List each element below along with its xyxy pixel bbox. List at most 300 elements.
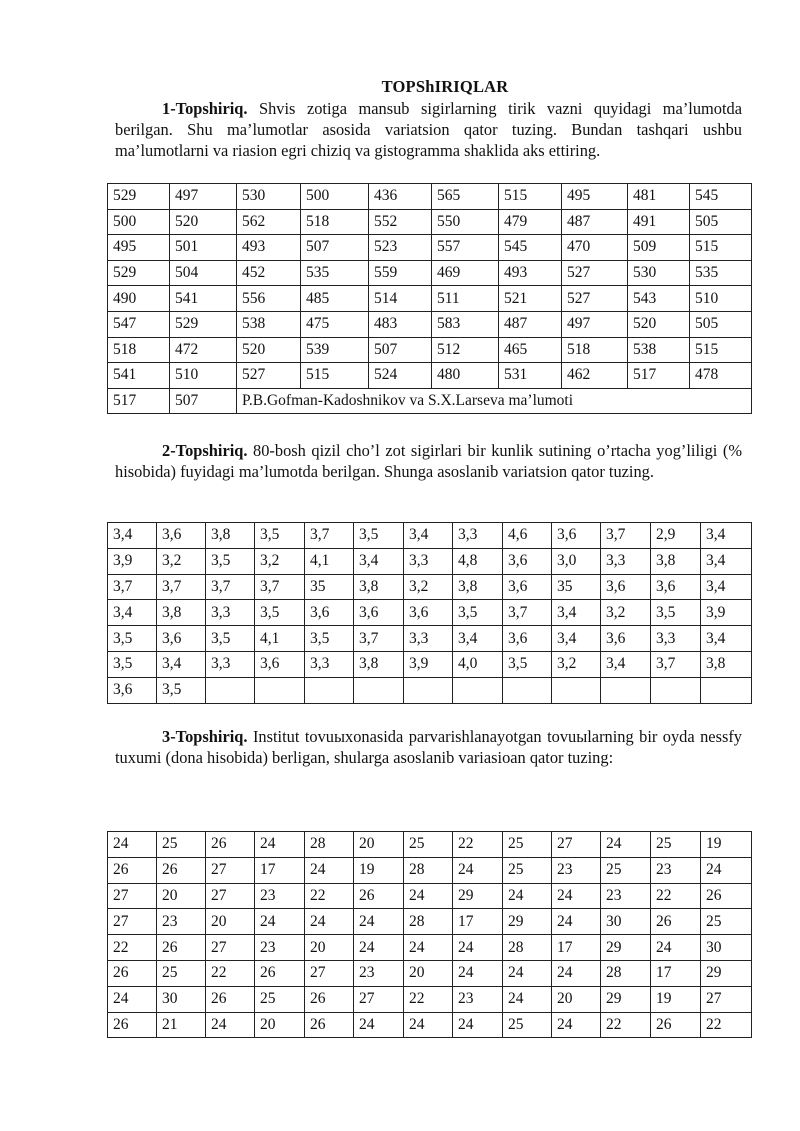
table-cell: 541: [108, 363, 170, 389]
table-cell: 3,7: [354, 626, 404, 652]
table-cell: 487: [562, 209, 628, 235]
table-cell: 529: [170, 311, 237, 337]
table-cell: 3,8: [651, 548, 701, 574]
table-row: [108, 363, 752, 389]
table-cell: 530: [628, 260, 690, 286]
table-cell: 25: [404, 832, 453, 858]
table-cell: 27: [552, 832, 601, 858]
table-cell: 559: [369, 260, 432, 286]
table-cell: 545: [499, 235, 562, 261]
table-row: [108, 548, 752, 574]
table-cell: 3,7: [601, 523, 651, 549]
table-cell: 20: [206, 909, 255, 935]
table-cell: 24: [453, 1012, 503, 1038]
table-cell: 3,7: [108, 574, 157, 600]
table-cell: 3,5: [354, 523, 404, 549]
table-cell: 523: [369, 235, 432, 261]
table-cell: 507: [369, 337, 432, 363]
table-cell: 23: [157, 909, 206, 935]
table-row: [108, 909, 752, 935]
table-cell: 527: [562, 260, 628, 286]
table-cell: 3,6: [108, 677, 157, 703]
table-cell: 24: [503, 883, 552, 909]
table-cell: 21: [157, 1012, 206, 1038]
table-cell: 23: [651, 857, 701, 883]
table-cell: 17: [552, 935, 601, 961]
table-cell: 547: [108, 311, 170, 337]
table-cell: 3,5: [453, 600, 503, 626]
table-cell: 3,2: [157, 548, 206, 574]
table-cell: 26: [157, 857, 206, 883]
table-cell: 29: [601, 986, 651, 1012]
table-cell: 3,4: [701, 548, 752, 574]
table-cell: 20: [404, 960, 453, 986]
table-cell: 24: [354, 1012, 404, 1038]
table-cell: 24: [354, 935, 404, 961]
table-cell: 530: [237, 184, 301, 210]
table-cell: 507: [301, 235, 369, 261]
table-cell: 24: [552, 960, 601, 986]
table-cell: 26: [651, 909, 701, 935]
table-cell: 470: [562, 235, 628, 261]
table-cell: 495: [108, 235, 170, 261]
table-cell: 3,7: [255, 574, 305, 600]
table-cell: 22: [108, 935, 157, 961]
table-cell: 515: [301, 363, 369, 389]
table-cell: 26: [701, 883, 752, 909]
task3-text: Institut tovuыxonasida parvarishlanayotgan tovuыlarning bir oyda nessfy tuxumi (dona hisobida) berligan, shularga asoslanib variasioan qator tuzing:: [115, 727, 742, 767]
table-cell: 27: [206, 857, 255, 883]
table-cell: [701, 677, 752, 703]
table-cell: 3,2: [601, 600, 651, 626]
table-cell: 27: [305, 960, 354, 986]
table-cell: 23: [255, 883, 305, 909]
table-cell: 28: [404, 909, 453, 935]
table-cell: 3,7: [651, 651, 701, 677]
table-cell: 35: [305, 574, 354, 600]
table-row: [108, 311, 752, 337]
table-cell: 24: [651, 935, 701, 961]
table-cell: 23: [552, 857, 601, 883]
table-cell: 30: [601, 909, 651, 935]
table-cell: 493: [499, 260, 562, 286]
task3-table: [107, 831, 752, 1038]
table-cell: 24: [255, 832, 305, 858]
table-cell: 3,4: [601, 651, 651, 677]
table-cell: 545: [690, 184, 752, 210]
table-cell: 17: [651, 960, 701, 986]
table-cell: 452: [237, 260, 301, 286]
table-cell: 487: [499, 311, 562, 337]
table-cell: 26: [255, 960, 305, 986]
table-cell: 24: [503, 986, 552, 1012]
table-cell: 3,7: [157, 574, 206, 600]
table-cell: 3,6: [601, 574, 651, 600]
table-cell: 3,4: [701, 523, 752, 549]
task2-table: [107, 522, 752, 704]
table-cell: 20: [552, 986, 601, 1012]
table-cell: 529: [108, 184, 170, 210]
table-cell: 30: [157, 986, 206, 1012]
table-cell: 3,3: [453, 523, 503, 549]
table-cell: 520: [628, 311, 690, 337]
table-cell: 515: [499, 184, 562, 210]
table-cell: 25: [601, 857, 651, 883]
table-cell: 490: [108, 286, 170, 312]
table-cell: 556: [237, 286, 301, 312]
table-row: [108, 523, 752, 549]
table-cell: 3,5: [206, 626, 255, 652]
table-cell: [503, 677, 552, 703]
table-cell: 28: [601, 960, 651, 986]
table-cell: 524: [369, 363, 432, 389]
table-cell: [305, 677, 354, 703]
table-cell: 4,0: [453, 651, 503, 677]
table-cell: 26: [206, 832, 255, 858]
table-cell: 24: [552, 1012, 601, 1038]
table-cell: 552: [369, 209, 432, 235]
table-row: [108, 286, 752, 312]
table-cell: 3,9: [108, 548, 157, 574]
table-cell: 497: [170, 184, 237, 210]
table-cell: 3,4: [552, 600, 601, 626]
table-cell: 509: [628, 235, 690, 261]
table-cell: 495: [562, 184, 628, 210]
table-cell: 27: [206, 935, 255, 961]
table-cell: 510: [170, 363, 237, 389]
table-cell: 19: [651, 986, 701, 1012]
data-source-note: P.B.Gofman-Kadoshnikov va S.X.Larseva ma’lumoti: [237, 388, 752, 414]
table-cell: 26: [305, 986, 354, 1012]
table-cell: 3,4: [701, 574, 752, 600]
table-cell: 462: [562, 363, 628, 389]
table-cell: 3,8: [206, 523, 255, 549]
table-cell: 518: [301, 209, 369, 235]
table-cell: 24: [255, 909, 305, 935]
table-row: [108, 388, 752, 414]
table-cell: 3,3: [305, 651, 354, 677]
table-row: [108, 857, 752, 883]
table-cell: 511: [432, 286, 499, 312]
table-cell: 535: [690, 260, 752, 286]
table-cell: 24: [552, 883, 601, 909]
table-cell: 3,5: [157, 677, 206, 703]
table-cell: 3,9: [701, 600, 752, 626]
table-cell: 17: [453, 909, 503, 935]
table-cell: 24: [108, 832, 157, 858]
table-cell: 527: [562, 286, 628, 312]
task1-text: Shvis zotiga mansub sigirlarning tirik vazni quyidagi ma’lumotda berilgan. Shu ma’lumotlar asosida variatsion qator tuzing. Bundan tashqari ushbu ma’lumotlarni va riasion egri chiziq va gistogramma shaklida aks ettiring.: [115, 99, 742, 160]
table-cell: 3,0: [552, 548, 601, 574]
table-cell: 22: [651, 883, 701, 909]
table-cell: [651, 677, 701, 703]
table-cell: 3,3: [206, 600, 255, 626]
table-cell: 24: [354, 909, 404, 935]
table-cell: [255, 677, 305, 703]
table-cell: 3,2: [404, 574, 453, 600]
table-cell: 24: [453, 960, 503, 986]
table-cell: 514: [369, 286, 432, 312]
table-cell: 500: [301, 184, 369, 210]
table-cell: 25: [503, 832, 552, 858]
table-cell: 518: [562, 337, 628, 363]
table-cell: 3,4: [157, 651, 206, 677]
task3-paragraph: [115, 726, 742, 768]
table-cell: 3,6: [354, 600, 404, 626]
table-cell: 24: [108, 986, 157, 1012]
table-cell: 3,2: [255, 548, 305, 574]
table-cell: 3,5: [503, 651, 552, 677]
table-cell: 22: [206, 960, 255, 986]
table-cell: 27: [354, 986, 404, 1012]
table-cell: 24: [601, 832, 651, 858]
table-cell: 469: [432, 260, 499, 286]
table-cell: 29: [601, 935, 651, 961]
table-cell: 3,7: [206, 574, 255, 600]
table-row: [108, 1012, 752, 1038]
table-cell: 481: [628, 184, 690, 210]
table-cell: 517: [628, 363, 690, 389]
table-cell: 27: [108, 883, 157, 909]
table-cell: [601, 677, 651, 703]
table-cell: [552, 677, 601, 703]
table-cell: 507: [170, 388, 237, 414]
table-cell: 24: [453, 935, 503, 961]
table-cell: 23: [255, 935, 305, 961]
table-row: [108, 883, 752, 909]
table-cell: 24: [404, 883, 453, 909]
table-cell: 22: [601, 1012, 651, 1038]
task1-table: [107, 183, 752, 414]
table-cell: 26: [157, 935, 206, 961]
table-cell: 3,8: [701, 651, 752, 677]
task1-paragraph: [115, 98, 742, 161]
table-cell: 28: [305, 832, 354, 858]
table-cell: 3,6: [404, 600, 453, 626]
table-row: [108, 960, 752, 986]
table-cell: 24: [503, 960, 552, 986]
table-cell: 3,5: [305, 626, 354, 652]
table-cell: 20: [305, 935, 354, 961]
table-cell: 3,5: [108, 651, 157, 677]
table-cell: 29: [701, 960, 752, 986]
table-cell: 3,6: [157, 523, 206, 549]
table-cell: 535: [301, 260, 369, 286]
table-cell: 19: [354, 857, 404, 883]
table-cell: 20: [255, 1012, 305, 1038]
table-cell: 562: [237, 209, 301, 235]
table-cell: 27: [701, 986, 752, 1012]
table-cell: [206, 677, 255, 703]
table-cell: 512: [432, 337, 499, 363]
table-row: [108, 574, 752, 600]
table-cell: 583: [432, 311, 499, 337]
table-cell: 565: [432, 184, 499, 210]
table-cell: 539: [301, 337, 369, 363]
table-cell: 500: [108, 209, 170, 235]
table-cell: 521: [499, 286, 562, 312]
table-cell: 30: [701, 935, 752, 961]
table-cell: 22: [701, 1012, 752, 1038]
table-row: [108, 235, 752, 261]
table-cell: 538: [628, 337, 690, 363]
table-row: [108, 184, 752, 210]
table-cell: 29: [453, 883, 503, 909]
table-cell: 472: [170, 337, 237, 363]
table-cell: 3,6: [552, 523, 601, 549]
table-row: [108, 600, 752, 626]
table-cell: 25: [651, 832, 701, 858]
table-cell: 517: [108, 388, 170, 414]
table-cell: 26: [206, 986, 255, 1012]
table-cell: 515: [690, 235, 752, 261]
table-cell: 4,1: [305, 548, 354, 574]
table-cell: [453, 677, 503, 703]
table-cell: 3,6: [255, 651, 305, 677]
table-cell: 4,8: [453, 548, 503, 574]
table-cell: 20: [354, 832, 404, 858]
table-row: [108, 260, 752, 286]
table-cell: 24: [453, 857, 503, 883]
table-cell: 520: [170, 209, 237, 235]
task2-text: 80-bosh qizil cho’l zot sigirlari bir kunlik sutining o’rtacha yog’liligi (% hisobida) fuyidagi ma’lumotda berilgan. Shunga asoslanib variatsion qator tuzing.: [115, 441, 742, 481]
table-cell: 478: [690, 363, 752, 389]
table-cell: 25: [503, 857, 552, 883]
table-row: [108, 337, 752, 363]
table-cell: 3,3: [404, 626, 453, 652]
table-cell: [404, 677, 453, 703]
table-cell: 26: [108, 857, 157, 883]
table-cell: 25: [701, 909, 752, 935]
table-cell: 3,8: [354, 574, 404, 600]
table-cell: 3,4: [108, 600, 157, 626]
table-cell: 3,4: [552, 626, 601, 652]
table-cell: 23: [354, 960, 404, 986]
task3-label: 3-Topshiriq.: [162, 727, 248, 746]
table-cell: 3,9: [404, 651, 453, 677]
table-cell: 24: [305, 909, 354, 935]
table-cell: 23: [453, 986, 503, 1012]
table-cell: 3,8: [354, 651, 404, 677]
table-cell: 2,9: [651, 523, 701, 549]
table-cell: 3,3: [601, 548, 651, 574]
table-cell: 3,4: [404, 523, 453, 549]
table-cell: 475: [301, 311, 369, 337]
table-row: [108, 677, 752, 703]
table-cell: 3,5: [108, 626, 157, 652]
table-cell: 29: [503, 909, 552, 935]
table-cell: 3,3: [206, 651, 255, 677]
table-cell: 3,4: [453, 626, 503, 652]
table-cell: 17: [255, 857, 305, 883]
table-cell: 26: [651, 1012, 701, 1038]
table-cell: 504: [170, 260, 237, 286]
table-cell: 520: [237, 337, 301, 363]
table-cell: 505: [690, 311, 752, 337]
table-cell: 4,1: [255, 626, 305, 652]
table-cell: 3,7: [503, 600, 552, 626]
table-cell: 3,3: [404, 548, 453, 574]
table-cell: 24: [404, 1012, 453, 1038]
table-cell: 24: [206, 1012, 255, 1038]
table-cell: 531: [499, 363, 562, 389]
table-cell: 3,4: [354, 548, 404, 574]
table-cell: 35: [552, 574, 601, 600]
table-cell: 3,4: [701, 626, 752, 652]
table-cell: 505: [690, 209, 752, 235]
table-cell: 3,5: [206, 548, 255, 574]
table-cell: 3,7: [305, 523, 354, 549]
table-cell: 497: [562, 311, 628, 337]
table-cell: 493: [237, 235, 301, 261]
table-cell: 27: [206, 883, 255, 909]
table-cell: 527: [237, 363, 301, 389]
table-cell: 26: [108, 960, 157, 986]
task1-label: 1-Topshiriq.: [162, 99, 248, 118]
table-cell: 27: [108, 909, 157, 935]
table-cell: 26: [354, 883, 404, 909]
table-cell: 3,8: [157, 600, 206, 626]
table-cell: 3,6: [651, 574, 701, 600]
table-cell: 538: [237, 311, 301, 337]
table-cell: [354, 677, 404, 703]
table-cell: 465: [499, 337, 562, 363]
table-cell: 483: [369, 311, 432, 337]
table-cell: 501: [170, 235, 237, 261]
table-cell: 436: [369, 184, 432, 210]
table-cell: 22: [453, 832, 503, 858]
table-cell: 479: [499, 209, 562, 235]
table-cell: 518: [108, 337, 170, 363]
table-cell: 25: [157, 960, 206, 986]
page-title: TOPShIRIQLAR: [381, 77, 509, 96]
table-cell: 3,6: [305, 600, 354, 626]
table-cell: 510: [690, 286, 752, 312]
task2-paragraph: [115, 440, 742, 482]
table-cell: 485: [301, 286, 369, 312]
table-cell: 480: [432, 363, 499, 389]
table-cell: 3,5: [651, 600, 701, 626]
table-cell: 3,6: [157, 626, 206, 652]
table-cell: 4,6: [503, 523, 552, 549]
table-cell: 20: [157, 883, 206, 909]
table-cell: 25: [157, 832, 206, 858]
table-cell: 25: [255, 986, 305, 1012]
table-cell: 3,3: [651, 626, 701, 652]
table-cell: 3,6: [601, 626, 651, 652]
table-row: [108, 209, 752, 235]
table-cell: 28: [503, 935, 552, 961]
table-cell: 28: [404, 857, 453, 883]
table-row: [108, 986, 752, 1012]
table-cell: 22: [404, 986, 453, 1012]
task2-label: 2-Topshiriq.: [162, 441, 248, 460]
table-cell: 3,5: [255, 523, 305, 549]
table-cell: 550: [432, 209, 499, 235]
table-cell: 491: [628, 209, 690, 235]
table-cell: 24: [404, 935, 453, 961]
table-cell: 24: [701, 857, 752, 883]
table-cell: 24: [552, 909, 601, 935]
table-cell: 557: [432, 235, 499, 261]
table-row: [108, 832, 752, 858]
table-cell: 3,5: [255, 600, 305, 626]
table-cell: 515: [690, 337, 752, 363]
table-cell: 26: [108, 1012, 157, 1038]
table-row: [108, 651, 752, 677]
table-row: [108, 626, 752, 652]
table-cell: 529: [108, 260, 170, 286]
